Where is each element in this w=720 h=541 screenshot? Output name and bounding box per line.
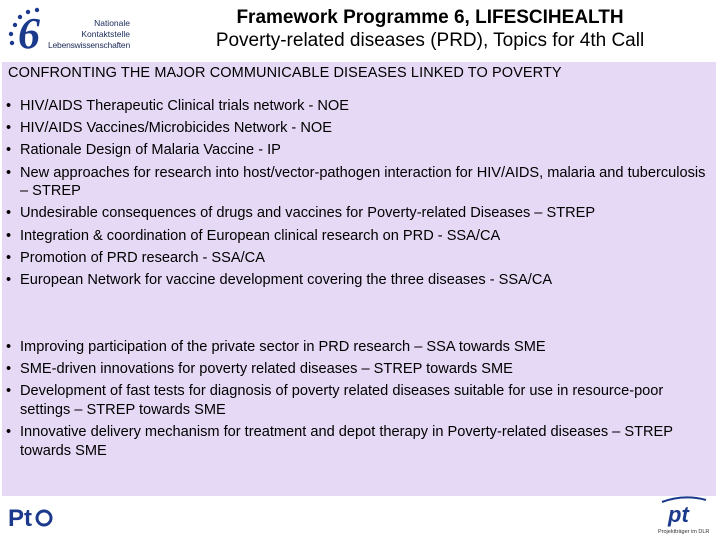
logo-line3: Lebenswissenschaften [47, 40, 130, 50]
svg-text:Projektträger im DLR: Projektträger im DLR [658, 529, 710, 535]
svg-text:pt: pt [668, 502, 689, 527]
list-item: • Promotion of PRD research - SSA/CA [6, 249, 265, 266]
topic-list-sme [6, 338, 710, 464]
section-heading: CONFRONTING THE MAJOR COMMUNICABLE DISEASES LINKED TO POVERTY [8, 65, 562, 81]
logo-line1: Nationale [94, 18, 130, 28]
bullet: • [6, 120, 12, 137]
title-line1: Framework Programme 6, LIFESCIHEALTH [236, 7, 624, 28]
topic-list-main [6, 97, 710, 293]
list-item: • HIV/AIDS Therapeutic Clinical trials network - NOE [6, 98, 350, 114]
list-item: • Innovative delivery mechanism for treatment and depot therapy in Poverty-related diseases – STREP towards SME [6, 424, 673, 459]
bullet: • [6, 98, 12, 114]
pt-logo [6, 502, 54, 532]
list-item: • Improving participation of the private sector in PRD research – SSA towards SME [6, 339, 546, 355]
logo-line2: Kontaktstelle [81, 29, 130, 39]
slide-title [150, 6, 710, 53]
list-item: • European Network for vaccine development covering the three diseases - SSA/CA [6, 271, 553, 288]
list-item: • Rationale Design of Malaria Vaccine - IP [6, 142, 281, 159]
content-panel [2, 62, 716, 496]
list-item: • HIV/AIDS Vaccines/Microbicides Network - NOE [6, 120, 332, 137]
bullet: • [6, 205, 12, 222]
svg-text:Pt: Pt [8, 505, 32, 532]
logo-text [48, 18, 130, 51]
list-item: • SME-driven innovations for poverty related diseases – STREP towards SME [6, 361, 513, 378]
list-item: • New approaches for research into host/vector-pathogen interaction for HIV/AIDS, malaria and tuberculosis – STREP [6, 164, 706, 200]
bullet: • [6, 227, 12, 244]
header [0, 0, 720, 62]
bullet: • [6, 339, 12, 355]
bullet: • [6, 361, 12, 378]
bullet: • [6, 383, 12, 400]
list-item: • Integration & coordination of European clinical research on PRD - SSA/CA [6, 227, 501, 244]
title-line2: Poverty-related diseases (PRD), Topics for 4th Call [215, 30, 645, 51]
svg-text:6: 6 [18, 9, 40, 54]
bullet: • [6, 164, 12, 181]
bullet: • [6, 271, 12, 288]
dlr-logo [654, 494, 714, 536]
bullet: • [6, 424, 12, 441]
pt-logo-icon [6, 502, 54, 532]
list-item: • Development of fast tests for diagnosis of poverty related diseases suitable for use in resource-poor settings – STREP towards SME [6, 383, 664, 418]
bullet: • [6, 142, 12, 159]
dlr-logo-icon [654, 494, 714, 536]
bullet: • [6, 249, 12, 266]
list-item: • Undesirable consequences of drugs and vaccines for Poverty-related Diseases – STREP [6, 205, 596, 222]
fp6-logo [4, 4, 136, 56]
